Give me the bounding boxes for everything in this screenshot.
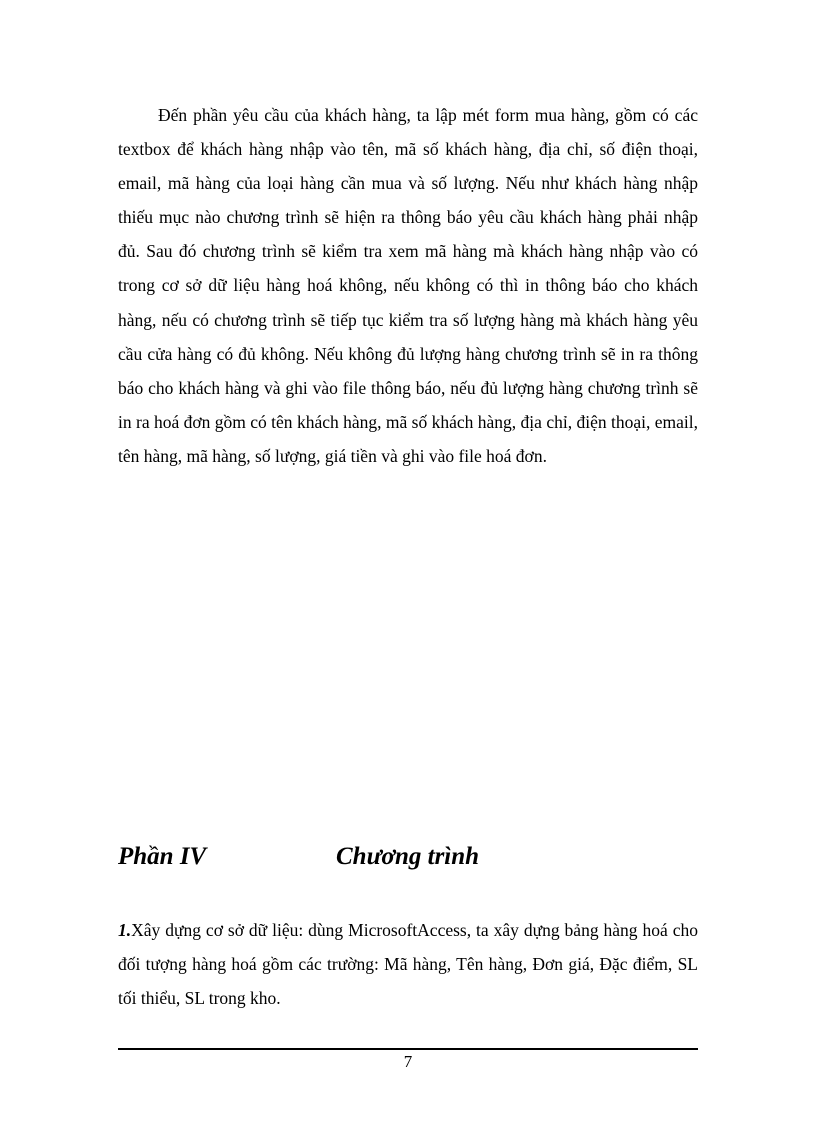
section-1-paragraph (118, 913, 698, 1015)
body-paragraph: Đến phần yêu cầu của khách hàng, ta lập mét form mua hàng, gồm có các textbox để khách hàng nhập vào tên, mã số khách hàng, địa chỉ, số điện thoại, email, mã hàng của loại hàng cần mua và số lượng. Nếu như khách hàng nhập thiếu mục nào chương trình sẽ hiện ra thông báo yêu cầu khách hàng phải nhập đủ. Sau đó chương trình sẽ kiểm tra xem mã hàng mà khách hàng nhập vào có trong cơ sở dữ liệu hàng hoá không, nếu không có thì in thông báo cho khách hàng, nếu có chương trình sẽ tiếp tục kiểm tra số lượng hàng mà khách hàng yêu cầu cửa hàng có đủ không. Nếu không đủ lượng hàng chương trình sẽ in ra thông báo cho khách hàng và ghi vào file thông báo, nếu đủ lượng hàng chương trình sẽ in ra hoá đơn gồm có tên khách hàng, mã số khách hàng, địa chỉ, điện thoại, email, tên hàng, mã hàng, số lượng, giá tiền và ghi vào file hoá đơn. (118, 105, 698, 466)
section-part-label: Phần IV (118, 843, 207, 870)
section-1-text: Xây dựng cơ sở dữ liệu: dùng MicrosoftAccess, ta xây dựng bảng hàng hoá cho đối tượng hàng hoá gồm các trường: Mã hàng, Tên hàng, Đơn giá, Đặc điểm, SL tối thiểu, SL trong kho. (118, 920, 698, 1009)
section-title: Chương trình (336, 843, 480, 870)
footer-divider (118, 1048, 698, 1050)
section-number: 1. (118, 920, 132, 940)
page-number: 7 (403, 1052, 413, 1071)
